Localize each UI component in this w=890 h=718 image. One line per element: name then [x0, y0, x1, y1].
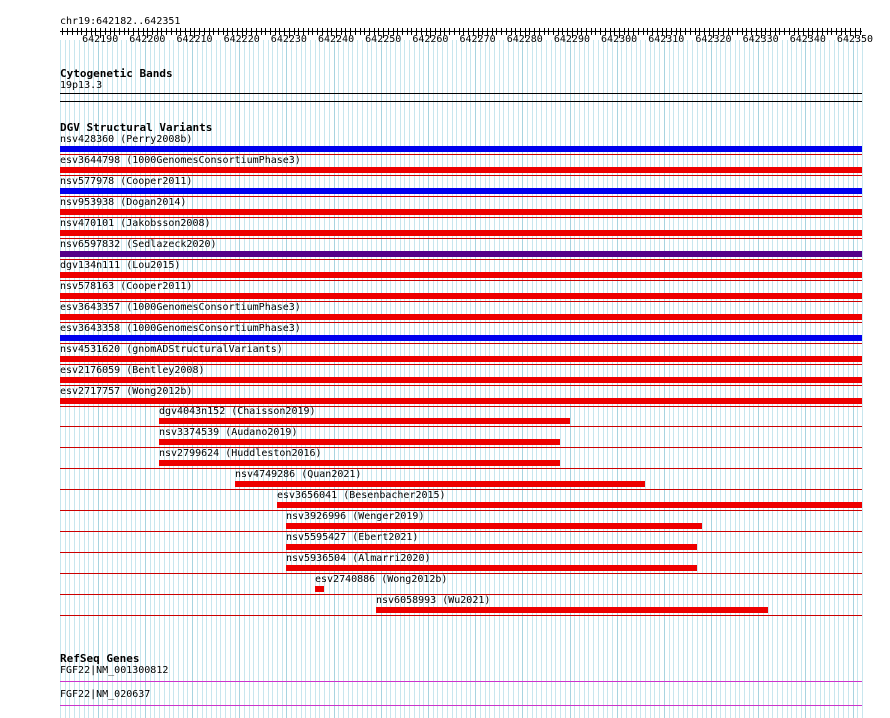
dgv-item-label[interactable]: nsv5936504 (Almarri2020) — [286, 553, 431, 564]
dgv-item-label[interactable]: esv3643358 (1000GenomesConsortiumPhase3) — [60, 323, 301, 334]
refseq-gene-line[interactable] — [60, 681, 862, 682]
dgv-item-label[interactable]: nsv3374539 (Audano2019) — [159, 427, 298, 438]
dgv-variant-bar[interactable] — [277, 502, 862, 508]
dgv-variant-bar[interactable] — [60, 209, 862, 215]
dgv-row-separator — [60, 468, 862, 469]
dgv-variant-bar[interactable] — [286, 523, 702, 529]
cytoband-divider — [60, 101, 862, 102]
dgv-row-separator — [60, 510, 862, 511]
dgv-variant-bar[interactable] — [60, 146, 862, 152]
ruler-tick-label: 642340 — [789, 34, 826, 45]
dgv-track-title[interactable]: DGV Structural Variants — [60, 121, 213, 134]
dgv-item-label[interactable]: esv3656041 (Besenbacher2015) — [277, 490, 446, 501]
dgv-variant-bar[interactable] — [286, 565, 697, 571]
dgv-item-label[interactable]: nsv5595427 (Ebert2021) — [286, 532, 419, 543]
ruler-tick-label: 642310 — [648, 34, 685, 45]
cytoband-line[interactable] — [60, 93, 862, 94]
dgv-variant-bar[interactable] — [60, 335, 862, 341]
dgv-item-label[interactable]: nsv953938 (Dogan2014) — [60, 197, 187, 208]
dgv-item-label[interactable]: nsv4749286 (Quan2021) — [235, 469, 362, 480]
dgv-item-label[interactable]: esv2740886 (Wong2012b) — [315, 574, 448, 585]
dgv-variant-bar[interactable] — [159, 460, 560, 466]
refseq-gene-line[interactable] — [60, 705, 862, 706]
dgv-item-label[interactable]: dgv4043n152 (Chaisson2019) — [159, 406, 316, 417]
ruler-tick-label: 642200 — [129, 34, 166, 45]
ruler-tick-label: 642300 — [601, 34, 638, 45]
dgv-variant-bar[interactable] — [376, 607, 768, 613]
ruler-tick-label: 642350 — [836, 34, 874, 45]
dgv-variant-bar[interactable] — [159, 439, 560, 445]
dgv-variant-bar[interactable] — [60, 272, 862, 278]
dgv-item-label[interactable]: dgv134n111 (Lou2015) — [60, 260, 181, 271]
ruler-tick-label: 642220 — [223, 34, 260, 45]
ruler-tick-label: 642330 — [742, 34, 779, 45]
dgv-variant-bar[interactable] — [159, 418, 570, 424]
dgv-variant-bar[interactable] — [60, 293, 862, 299]
ruler-tick-label: 642320 — [695, 34, 732, 45]
dgv-item-label[interactable]: nsv578163 (Cooper2011) — [60, 281, 193, 292]
dgv-row-separator — [60, 489, 862, 490]
dgv-item-label[interactable]: nsv2799624 (Huddleston2016) — [159, 448, 322, 459]
cytoband-track-title[interactable]: Cytogenetic Bands — [60, 67, 173, 80]
dgv-variant-bar[interactable] — [60, 398, 862, 404]
dgv-item-label[interactable]: nsv577978 (Cooper2011) — [60, 176, 193, 187]
dgv-item-label[interactable]: nsv6597832 (Sedlazeck2020) — [60, 239, 217, 250]
dgv-item-label[interactable]: esv3644798 (1000GenomesConsortiumPhase3) — [60, 155, 301, 166]
ruler-tick-label: 642280 — [506, 34, 543, 45]
ruler-tick-label: 642290 — [553, 34, 590, 45]
dgv-item-label[interactable]: esv2717757 (Wong2012b) — [60, 386, 193, 397]
dgv-item-label[interactable]: nsv428360 (Perry2008b) — [60, 134, 193, 145]
dgv-item-label[interactable]: esv2176059 (Bentley2008) — [60, 365, 205, 376]
dgv-variant-bar[interactable] — [235, 481, 645, 487]
dgv-variant-bar[interactable] — [286, 544, 697, 550]
ruler-tick-label: 642190 — [82, 34, 119, 45]
dgv-row-separator — [60, 615, 862, 616]
dgv-row-separator — [60, 552, 862, 553]
dgv-item-label[interactable]: nsv3926996 (Wenger2019) — [286, 511, 425, 522]
dgv-item-label[interactable]: nsv470101 (Jakobsson2008) — [60, 218, 211, 229]
dgv-variant-bar[interactable] — [60, 251, 862, 257]
dgv-variant-bar[interactable] — [60, 167, 862, 173]
ruler-tick-label: 642260 — [412, 34, 449, 45]
refseq-gene-label[interactable]: FGF22|NM_020637 — [60, 689, 151, 700]
dgv-row-separator — [60, 531, 862, 532]
ruler-tick-label: 642210 — [176, 34, 213, 45]
dgv-item-label[interactable]: nsv6058993 (Wu2021) — [376, 595, 491, 606]
cytoband-label: 19p13.3 — [60, 80, 103, 91]
dgv-item-label[interactable]: nsv4531620 (gnomADStructuralVariants) — [60, 344, 283, 355]
dgv-variant-bar[interactable] — [60, 314, 862, 320]
ruler-tick-label: 642270 — [459, 34, 496, 45]
dgv-variant-bar[interactable] — [60, 188, 862, 194]
refseq-track-title[interactable]: RefSeq Genes — [60, 652, 140, 665]
ruler-tick-label: 642250 — [365, 34, 402, 45]
dgv-variant-bar[interactable] — [60, 356, 862, 362]
dgv-variant-bar[interactable] — [60, 230, 862, 236]
ruler-position-label: chr19:642182..642351 — [60, 16, 181, 27]
dgv-row-separator — [60, 573, 862, 574]
refseq-gene-label[interactable]: FGF22|NM_001300812 — [60, 665, 169, 676]
ruler-tick-label: 642230 — [270, 34, 307, 45]
dgv-item-label[interactable]: esv3643357 (1000GenomesConsortiumPhase3) — [60, 302, 301, 313]
ruler-tick-label: 642240 — [317, 34, 355, 45]
dgv-variant-bar[interactable] — [315, 586, 324, 592]
dgv-variant-bar[interactable] — [60, 377, 862, 383]
